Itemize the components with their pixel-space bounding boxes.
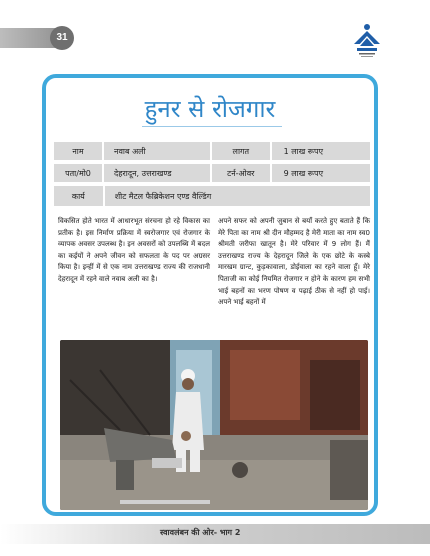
info-row-address-turnover [54,164,370,182]
footer-title: स्वावलंबन की ओर- भाग 2 [160,528,241,537]
cost-value: 1 लाख रूपए [272,142,370,160]
organization-logo-icon [350,22,384,62]
info-row-name-cost [54,142,370,160]
info-table [54,142,370,210]
turnover-value: 9 लाख रूपए [272,164,370,182]
story-card [42,74,378,516]
work-value: शीट मैटल फैब्रिकेशन एण्ड वैल्डिंग [105,186,370,206]
address-value: देहरादून, उत्तराखण्ड [104,164,210,182]
info-row-work [54,186,370,206]
story-column-2: अपने सफर को अपनी जुबान से बयाँ करते हुए बताते हैं कि मेरे पिता का नाम श्री दीन मौहम्मद है मेरी माता का नाम स्व0 श्रीमती जरीफा खातून है। मेरे परिवार में 9 लोग हैं। मैं उत्तराखण्ड राज्य के देहरादून जिले के एक छोटे के कस्बे मारखम ग्रान्ट, कुड़कावाला, डोईवाला का रहने वाला हूँ। मेरे पिताजी का कोई नियमित रोजगार न होने के कारण हम सभी भाई बहनों का भरण पोषण व पढ़ाई ठीक से नहीं हो पाई। अपने भाई बहनों में [218,217,370,307]
address-label: पता/मो0 [54,164,102,182]
cost-label: लागत [212,142,270,160]
page-number: 31 [50,26,74,50]
page-title: हुनर से रोजगार [144,95,276,123]
title-divider [142,126,282,127]
name-value: नवाब अली [104,142,210,160]
name-label: नाम [54,142,102,160]
turnover-label: टर्न-ओवर [212,164,270,182]
story-column-1: विकसित होते भारत में आधारभूत संरचना हो रहे विकास का प्रतीक है। इस निर्माण प्रक्रिया में स्वरोजगार एवं रोजगार के व्यापक अवसर उपलब्ध है। इन अवसरों को उपलब्धि में बदल का कईयों ने अपने जीवन को सफलता के पद पर अग्रसर किया है। इन्हीं में से एक नाम उत्तराखण्ड राज्य की राजधानी देहरादून में रहने वाले नवाब अली का है। [58,217,210,283]
work-label: कार्य [54,186,103,206]
workshop-photo [60,340,368,510]
